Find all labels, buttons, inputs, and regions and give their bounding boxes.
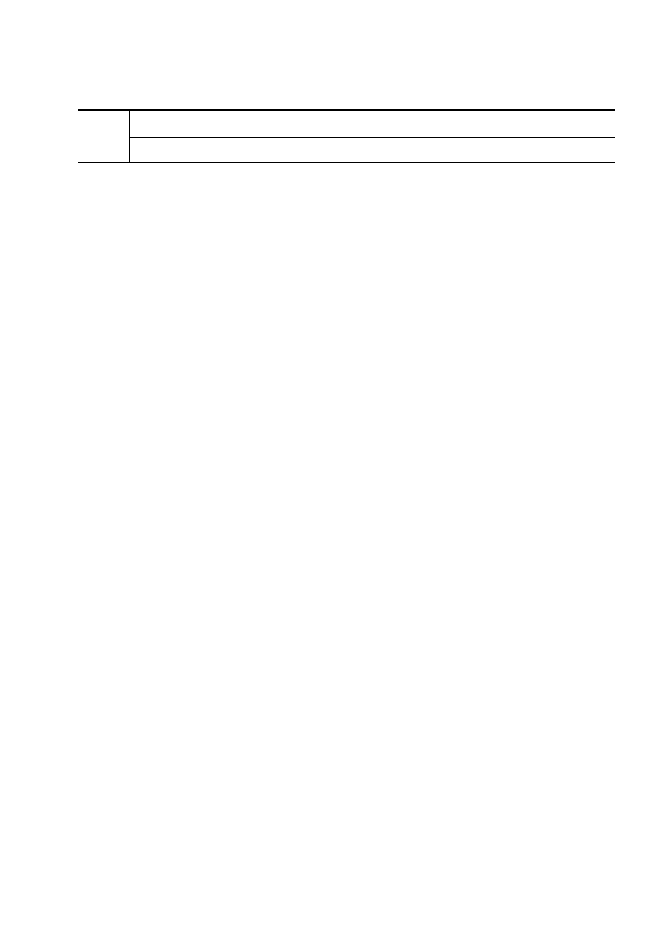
density-table [78,109,615,163]
temperature-header [78,110,129,162]
density-20c-header [129,138,615,163]
density-scale-header [129,110,615,138]
